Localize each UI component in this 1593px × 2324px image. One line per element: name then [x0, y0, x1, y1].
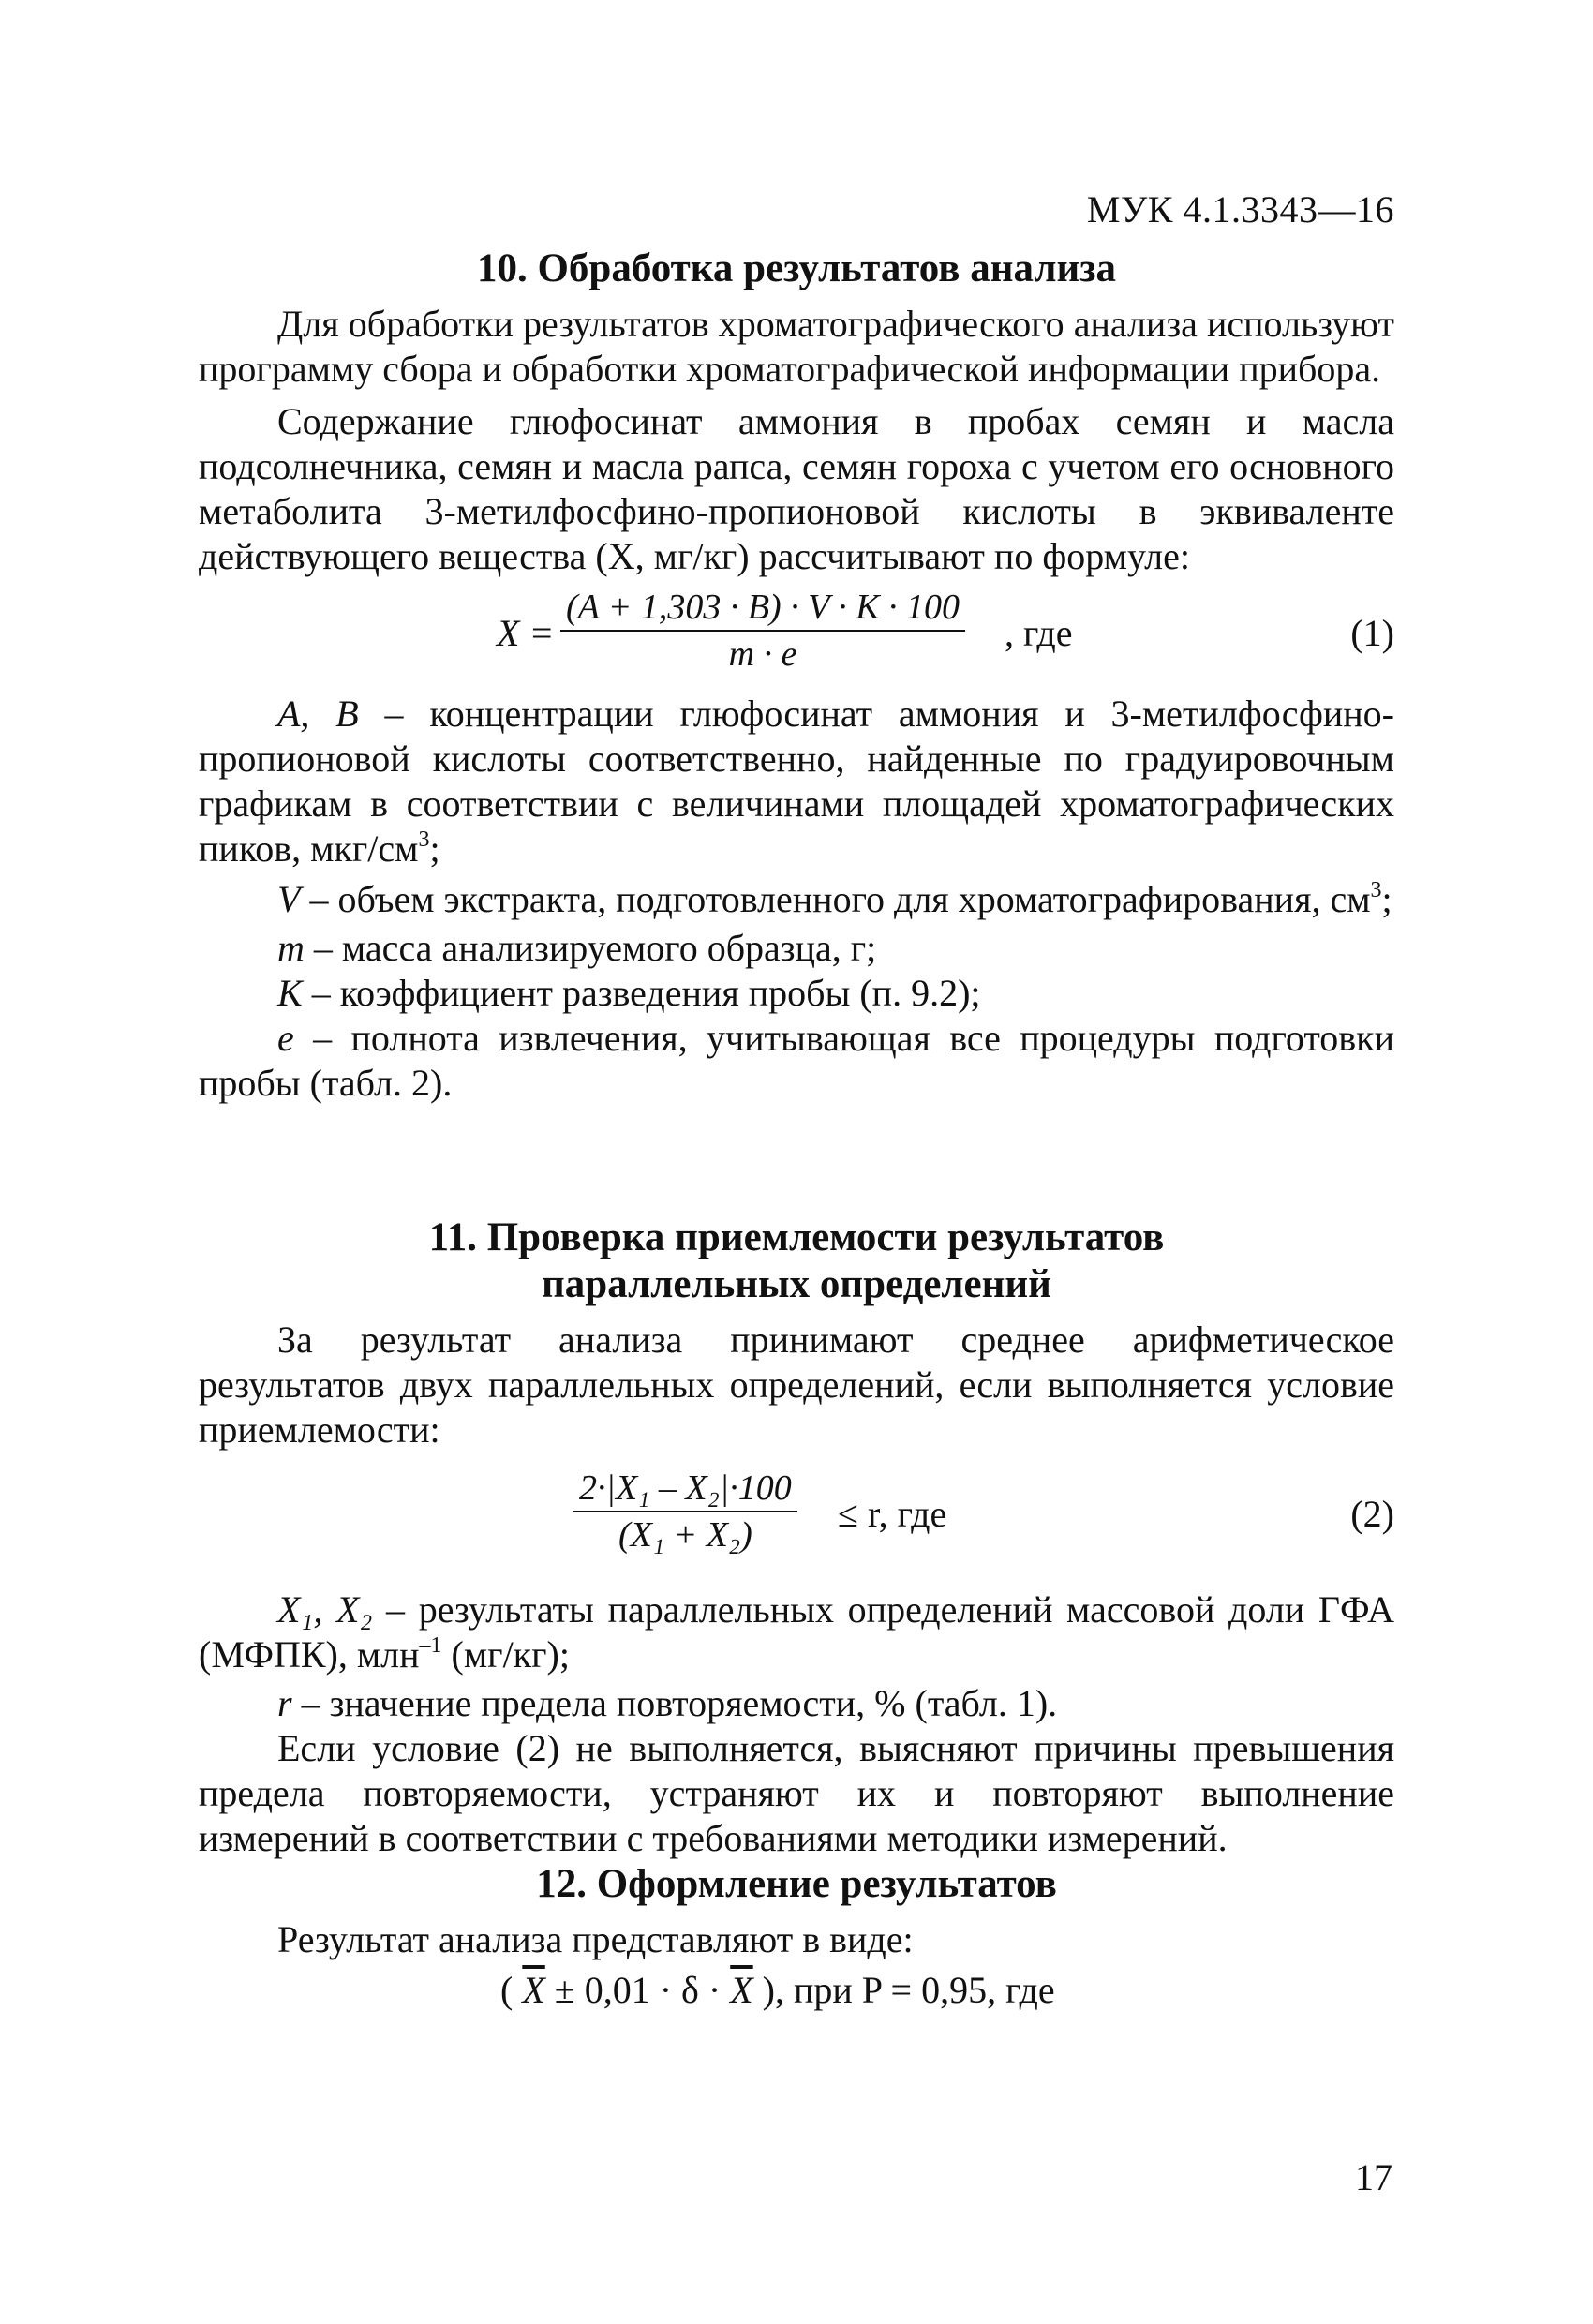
definition-x1-x2: X₁, X₂ – результаты параллельных определений массовой доли ГФА (МФПК), млн$^{-1}$ (мг/кг); [199, 1588, 1394, 1676]
section-11-paragraph-1: За результат анализа принимают среднее арифметическое результатов двух параллельных определений, если выполняется условие приемлемости: [199, 1318, 1394, 1451]
formula-2-number: (2) [1350, 1493, 1394, 1535]
definition-r: r – значение предела повторяемости, % (табл. 1). [277, 1682, 1058, 1724]
section-11-title-line-1: 11. Проверка приемлемости результатов [428, 1215, 1165, 1259]
document-code: МУК 4.1.3343—16 [1086, 188, 1394, 231]
section-11-paragraph-2: Если условие (2) не выполняется, выясняют причины превышения предела повторяемости, устраняют их и повторяют выполнение измерений в соответствии с требованиями методики измерений. [199, 1727, 1394, 1859]
section-12-paragraph-1: Результат анализа представляют в виде: [277, 1918, 914, 1960]
formula-1-lhs: X = [497, 612, 555, 654]
formula-1-suffix: , где [1005, 612, 1073, 654]
formula-2-suffix: ≤ r, где [838, 1493, 947, 1535]
formula-2-numerator: 2·|X₁ – X₂|·100 [573, 1466, 797, 1512]
section-12-title: 12. Оформление результатов [536, 1862, 1057, 1906]
section-10-title: 10. Обработка результатов анализа [476, 246, 1117, 290]
definition-e: e – полнота извлечения, учитывающая все процедуры подготовки пробы (табл. 2). [199, 1017, 1394, 1104]
page-number: 17 [1355, 2156, 1392, 2198]
formula-1-number: (1) [1350, 612, 1394, 654]
formula-3: ( $\overline{X} \pm 0,01 \cdot \delta \cdot \overline{X}$ ), при P = 0,95, где [500, 1969, 1055, 2011]
formula-2 [199, 1458, 1394, 1582]
definition-v: V – объем экстракта, подготовленного для хроматографирования, $см^3$; [277, 878, 1392, 920]
formula-1 [199, 585, 1394, 684]
definition-a-b: A, B – концентрации глюфосинат аммония и 3-метилфосфино-пропионовой кислоты соответственно, найденные по градуировочным графикам в соответствии с величинами площадей хроматографических пиков, мкг/$см^3$; [199, 693, 1394, 870]
definition-k: K – коэффициент разведения пробы (п. 9.2); [277, 972, 981, 1014]
section-10-paragraph-2: Содержание глюфосинат аммония в пробах семян и масла подсолнечника, семян и масла рапса, семян гороха с учетом его основного метаболита 3-метилфосфино-пропионовой кислоты в эквиваленте действующего вещества (X, мг/кг) рассчитывают по формуле: [199, 400, 1394, 577]
formula-1-numerator: (A + 1,303 · B) · V · K · 100 [560, 585, 965, 632]
section-10 [199, 246, 1394, 1106]
section-10-paragraph-1: Для обработки результатов хроматографического анализа используют программу сбора и обработки хроматографической информации прибора. [199, 303, 1394, 390]
section-11 [199, 1214, 1394, 1861]
section-12 [199, 1861, 1394, 2013]
definition-m: m – масса анализируемого образца, г; [277, 927, 877, 969]
formula-2-fraction [573, 1466, 797, 1557]
section-11-title-line-2: параллельных определений [542, 1262, 1051, 1306]
formula-1-fraction [560, 585, 965, 677]
formula-2-denominator: (X₁ + X₂) [618, 1515, 752, 1555]
formula-1-denominator: m · e [728, 634, 797, 674]
